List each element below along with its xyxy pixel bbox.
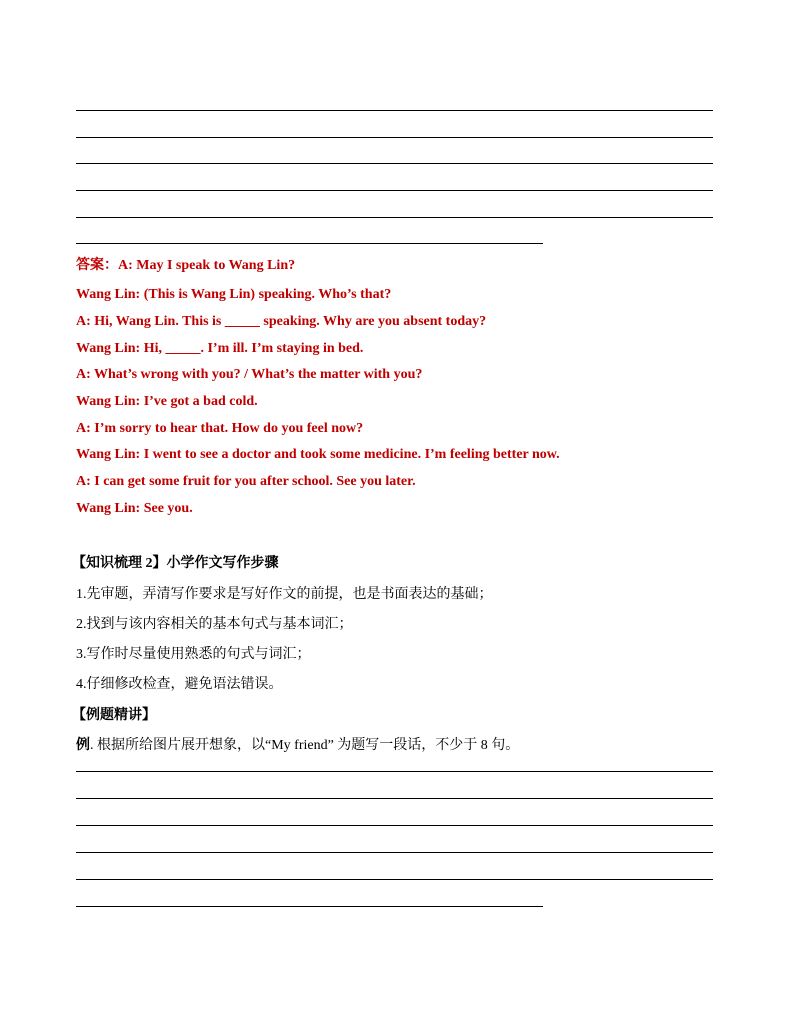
writing-line bbox=[76, 879, 713, 880]
answer-text: A: May I speak to Wang Lin? bbox=[118, 258, 296, 273]
writing-line bbox=[76, 163, 713, 164]
knowledge-step-2: 2.找到与该内容相关的基本句式与基本词汇； bbox=[76, 617, 353, 632]
writing-line bbox=[76, 798, 713, 799]
writing-line bbox=[76, 825, 713, 826]
example-prompt-text: . 根据所给图片展开想象，以“My friend” 为题写一段话，不少于 8 句。 bbox=[90, 738, 520, 753]
answer-line-10: Wang Lin: See you. bbox=[76, 501, 193, 516]
answer-line-6: Wang Lin: I’ve got a bad cold. bbox=[76, 394, 258, 409]
answer-line-2: Wang Lin: (This is Wang Lin) speaking. Who’s that? bbox=[76, 287, 392, 302]
example-label: 例 bbox=[76, 738, 90, 753]
knowledge-step-3: 3.写作时尽量使用熟悉的句式与词汇； bbox=[76, 647, 311, 662]
answer-line-5: A: What’s wrong with you? / What’s the matter with you? bbox=[76, 367, 423, 382]
example-prompt bbox=[76, 737, 519, 755]
writing-line bbox=[76, 137, 713, 138]
writing-line bbox=[76, 243, 543, 244]
writing-line bbox=[76, 217, 713, 218]
answer-line-9: A: I can get some fruit for you after school. See you later. bbox=[76, 474, 416, 489]
knowledge-step-4: 4.仔细修改检查，避免语法错误。 bbox=[76, 677, 283, 692]
writing-line bbox=[76, 771, 713, 772]
example-heading: 【例题精讲】 bbox=[72, 708, 156, 723]
knowledge-step-1: 1.先审题，弄清写作要求是写好作文的前提，也是书面表达的基础； bbox=[76, 587, 493, 602]
writing-line bbox=[76, 852, 713, 853]
answer-line-4: Wang Lin: Hi, _____. I’m ill. I’m staying in bed. bbox=[76, 341, 364, 356]
writing-line bbox=[76, 110, 713, 111]
answer-line-3: A: Hi, Wang Lin. This is _____ speaking. Why are you absent today? bbox=[76, 314, 487, 329]
writing-line bbox=[76, 906, 543, 907]
answer-line-7: A: I’m sorry to hear that. How do you feel now? bbox=[76, 421, 364, 436]
writing-line bbox=[76, 190, 713, 191]
answer-prefix: 答案： bbox=[76, 258, 118, 273]
knowledge-heading: 【知识梳理 2】小学作文写作步骤 bbox=[72, 556, 279, 571]
answer-line-1 bbox=[76, 257, 295, 275]
answer-line-8: Wang Lin: I went to see a doctor and took some medicine. I’m feeling better now. bbox=[76, 447, 560, 462]
